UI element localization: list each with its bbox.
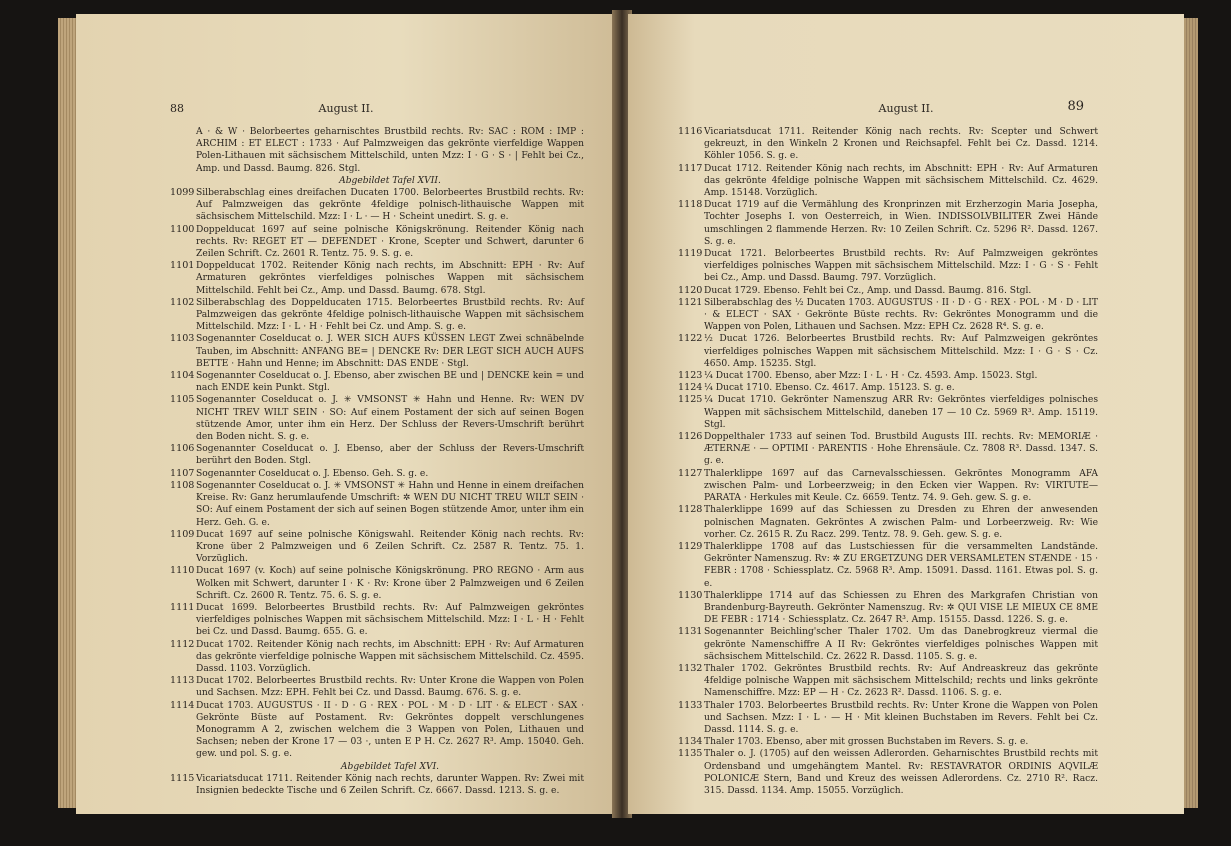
entry-text: Sogenannter Coselducat o. J. ✳ VMSONST ✳ Hahn und Henne. Rv: WEN DV NICHT TREV WILT SEIN · SO: Auf einem Postament der sich auf seinen Bogen stützende Amor, unter ihm ein Herz. Der Schluss der Revers-Umschrift berührt den Boden nicht. S. g. e.: [196, 395, 584, 443]
entry-number: 1105: [170, 394, 195, 406]
catalog-entry: [678, 382, 1098, 394]
catalog-entry: [170, 333, 584, 370]
right-page: [628, 14, 1184, 814]
entry-text: Thalerklippe 1708 auf das Lustschiessen für die versammelten Landstände. Gekrönter Namenszug. Rv: ✲ ZU ERGETZUNG DER VERSAMLETEN STÆNDE · 15 · FEBR : 1708 · Schiessplatz. Cz. 5968 R³. Amp. 15091. Dassd. 1161. Etwas pol. S. g. e.: [704, 541, 1098, 589]
entry-number: 1114: [170, 699, 195, 711]
catalog-entry: [678, 333, 1098, 370]
entry-text: Sogenannter Coselducat o. J. Ebenso, aber zwischen BE und | DENCKE kein = und nach ENDE kein Punkt. Stgl.: [196, 371, 584, 394]
right-page-body: [678, 126, 1098, 797]
entry-number: 1119: [678, 248, 703, 260]
catalog-entry: [678, 126, 1098, 163]
catalog-entry: [678, 199, 1098, 248]
entry-text: Ducat 1702. Belorbeertes Brustbild rechts. Rv: Unter Krone die Wappen von Polen und Sachsen. Mzz: EPH. Fehlt bei Cz. und Dassd. Baumg. 676. S. g. e.: [196, 676, 584, 699]
entry-number: 1099: [170, 187, 195, 199]
entry-text: Thaler 1703. Belorbeertes Brustbild rechts. Rv: Unter Krone die Wappen von Polen und Sachsen. Mzz: I · L · — H · Mit kleinen Buchstaben im Revers. Fehlt bei Cz. Dassd. 1114. S. g. e.: [704, 700, 1098, 735]
left-page: [76, 14, 616, 814]
entry-text: Ducat 1697 auf seine polnische Königswahl. Reitender König nach rechts. Rv: Krone über 2 Palmzweigen und 6 Zeilen Schrift. Cz. 2587 R. Tentz. 75. 1. Vorzüglich.: [196, 529, 584, 565]
right-running-title: August II.: [878, 102, 934, 115]
catalog-entry: [678, 590, 1098, 627]
left-running-title: August II.: [318, 102, 374, 115]
entry-text: Ducat 1697 (v. Koch) auf seine polnische Königskrönung. PRO REGNO · Arm aus Wolken mit Schwert, darunter I · K · Rv: Krone über 2 Palmzweigen und 6 Zeilen Schrift. Cz. 2600 R. Tentz. 75. 6. S. g. e.: [196, 566, 584, 601]
continued-entry: A · & W · Belorbeertes geharnischtes Brustbild rechts. Rv: SAC : ROM : IMP : ARCHIM : ET ELECT : 1733 · Auf Palmzweigen das gekrönte vierfeldige Wappen Polen-Lithauen mit sächsischem Mittelschild, unten Mzz: I · G · S · | Fehlt bei Cz., Amp. und Dassd. Baumg. 826. Stgl.: [196, 127, 584, 174]
entry-number: 1128: [678, 504, 703, 516]
catalog-entry: [170, 565, 584, 602]
entry-number: 1115: [170, 772, 195, 784]
entry-text: Thaler 1702. Gekröntes Brustbild rechts. Rv: Auf Andreaskreuz das gekrönte 4feldige polnische Wappen mit sächsischem Mittelschild; rechts und links gekrönte Namenschiffre. Mzz: EP — H · Cz. 2623 R². Dassd. 1106. S. g. e.: [704, 663, 1098, 699]
entry-text: ¼ Ducat 1710. Ebenso. Cz. 4617. Amp. 15123. S. g. e.: [704, 383, 955, 394]
entry-number: 1133: [678, 699, 703, 711]
entry-number: 1116: [678, 126, 703, 137]
entry-text: ¼ Ducat 1700. Ebenso, aber Mzz: I · L · H · Cz. 4593. Amp. 15023. Stgl.: [704, 371, 1038, 382]
right-page-edges: [1184, 18, 1198, 808]
entry-number: 1102: [170, 296, 195, 308]
catalog-entry: [170, 602, 584, 639]
catalog-entry: [678, 370, 1098, 382]
entry-text: Thalerklippe 1697 auf das Carnevalsschiessen. Gekröntes Monogramm AFA zwischen Palm- und Lorbeerzweig; in den Ecken vier Wappen. Rv: VIRTUTE—PARATA · Herkules mit Keule. Cz. 6659. Tentz. 74. 9. Geh. gew. S. g. e.: [704, 468, 1098, 504]
entry-number: 1106: [170, 443, 195, 455]
entry-number: 1125: [678, 394, 703, 406]
entry-number: 1124: [678, 382, 703, 394]
entry-text: Sogenannter Coselducat o. J. WER SICH AUFS KÜSSEN LEGT Zwei schnäbelnde Tauben, im Abschnitt: ANFANG BE= | DENCKE Rv: DER LEGT SICH AUCH AUFS BETTE · Hahn und Henne; im Abschnitt: DAS ENDE · Stgl.: [196, 334, 584, 369]
right-page-number: 89: [1067, 99, 1084, 114]
left-page-body: [170, 126, 584, 797]
entry-text: Thaler o. J. (1705) auf den weissen Adlerorden. Geharnischtes Brustbild rechts mit Ordensband und umgehängtem Mantel. Rv: RESTAVRATOR ORDINIS AQVILÆ POLONICÆ Stern, Band und Kreuz des weissen Adlerordens. Cz. 2710 R². Racz. 315. Dassd. 1134. Amp. 15055. Vorzüglich.: [704, 749, 1098, 796]
entry-text: Ducat 1702. Reitender König nach rechts, im Abschnitt: EPH · Rv: Auf Armaturen das gekrönte vierfeldige polnische Wappen mit sächsischem Mittelschild. Cz. 4595. Dassd. 1103. Vorzüglich.: [196, 639, 584, 674]
catalog-entry: [678, 431, 1098, 468]
entry-number: 1101: [170, 260, 195, 272]
entry-number: 1103: [170, 333, 195, 345]
right-running-head: [628, 99, 1184, 118]
catalog-entry: [678, 736, 1098, 748]
entry-number: 1120: [678, 284, 703, 296]
entry-text: Doppelducat 1697 auf seine polnische Königskrönung. Reitender König nach rechts. Rv: REGET ET — DEFENDET · Krone, Scepter und Schwert, darunter 6 Zeilen Schrift. Cz. 2601 R. Tentz. 75. 9. S. g. e.: [196, 224, 584, 260]
entry-number: 1113: [170, 675, 195, 687]
entry-number: 1121: [678, 296, 703, 308]
entry-text: Doppelthaler 1733 auf seinen Tod. Brustbild Augusts III. rechts. Rv: MEMORIÆ · ÆTERNÆ · — OPTIMI · PARENTIS · Hohe Ehrensäule. Cz. 7808 R³. Dassd. 1347. S. g. e.: [704, 432, 1098, 467]
catalog-entry: [170, 639, 584, 676]
left-page-edges: [58, 18, 76, 808]
catalog-entry: [678, 468, 1098, 505]
entry-number: 1132: [678, 662, 703, 674]
plate-caption-2: Abgebildet Tafel XVI.: [340, 761, 440, 772]
left-page-number: 88: [170, 102, 184, 115]
catalog-entry: [678, 626, 1098, 663]
entry-text: Vicariatsducat 1711. Reitender König nach rechts, darunter Wappen. Rv: Zwei mit Insignien bedeckte Tische und 6 Zeilen Schrift. Cz. 6667. Dassd. 1213. S. g. e.: [196, 773, 584, 796]
catalog-entry: [678, 504, 1098, 541]
entry-text: Thalerklippe 1714 auf das Schiessen zu Ehren des Markgrafen Christian von Brandenburg-Bayreuth. Gekrönter Namenszug. Rv: ✲ QUI VISE LE MIEUX CE 8ME DE FEBR : 1714 · Schiessplatz. Cz. 2647 R³. Amp. 15155. Dassd. 1226. S. g. e.: [704, 590, 1098, 626]
entry-number: 1131: [678, 626, 703, 638]
entry-text: Ducat 1712. Reitender König nach rechts, im Abschnitt: EPH · Rv: Auf Armaturen das gekrönte 4feldige polnische Wappen mit sächsischem Mittelschild. Cz. 4629. Amp. 15148. Vorzüglich.: [704, 163, 1098, 199]
entry-text: Ducat 1721. Belorbeertes Brustbild rechts. Rv: Auf Palmzweigen gekröntes vierfeldiges polnisches Wappen mit sächsischem Mittelschild. Mzz: I · G · S · Fehlt bei Cz., Amp. und Dassd. Baumg. 797. Vorzüglich.: [704, 249, 1098, 284]
entry-text: Doppelducat 1702. Reitender König nach rechts, im Abschnitt: EPH · Rv: Auf Armaturen gekröntes vierfeldiges polnisches Wappen mit sächsischem Mittelschild. Fehlt bei Cz., Amp. und Dassd. Baumg. 678. Stgl.: [196, 261, 584, 296]
entry-text: Ducat 1699. Belorbeertes Brustbild rechts. Rv: Auf Palmzweigen gekröntes vierfeldiges polnisches Wappen mit sächsischem Mittelschild. Mzz: I · L · H · Fehlt bei Cz. und Dassd. Baumg. 655. G. e.: [196, 602, 584, 638]
catalog-entry: [170, 675, 584, 699]
entry-number: 1118: [678, 199, 703, 211]
entry-number: 1110: [170, 565, 195, 577]
entry-text: Vicariatsducat 1711. Reitender König nach rechts. Rv: Scepter und Schwert gekreuzt, in den Winkeln 2 Kronen und Reichsapfel. Fehlt bei Cz. Dassd. 1214. Köhler 1056. S. g. e.: [704, 127, 1098, 162]
catalog-entry: [170, 529, 584, 566]
entry-number: 1100: [170, 223, 195, 235]
catalog-entry: [170, 394, 584, 443]
catalog-entry: [170, 443, 584, 467]
entry-number: 1122: [678, 333, 703, 345]
catalog-entry: [170, 224, 584, 261]
catalog-entry: [170, 480, 584, 529]
entry-number: 1108: [170, 479, 195, 491]
entry-text: Ducat 1719 auf die Vermählung des Kronprinzen mit Erzherzogin Maria Josepha, Tochter Josephs I. von Oesterreich, in Wien. INDISSOLVBILITER Zwei Hände umschlingen 2 flammende Herzen. Rv: 10 Zeilen Schrift. Cz. 5296 R². Dassd. 1267. S. g. e.: [704, 200, 1098, 247]
catalog-entry: [678, 541, 1098, 590]
entry-number: 1107: [170, 467, 195, 479]
catalog-entry: [678, 663, 1098, 700]
left-entries: [170, 187, 584, 761]
entry-text: Ducat 1729. Ebenso. Fehlt bei Cz., Amp. und Dassd. Baumg. 816. Stgl.: [704, 285, 1032, 296]
entry-number: 1130: [678, 589, 703, 601]
entry-text: Thaler 1703. Ebenso, aber mit grossen Buchstaben im Revers. S. g. e.: [704, 737, 1029, 748]
entry-text: ½ Ducat 1726. Belorbeertes Brustbild rechts. Rv: Auf Palmzweigen gekröntes vierfeldiges polnisches Wappen mit sächsischem Mittelschild. Mzz: I · G · S · Cz. 4650. Amp. 15235. Stgl.: [704, 334, 1098, 369]
entry-number: 1112: [170, 638, 195, 650]
catalog-entry: [678, 394, 1098, 431]
entry-number: 1111: [170, 601, 195, 613]
left-running-head: [76, 102, 616, 118]
entry-text: ¼ Ducat 1710. Gekrönter Namenszug ARR Rv: Gekröntes vierfeldiges polnisches Wappen mit sächsischem Mittelschild, daneben 17 — 10 Cz. 5969 R³. Amp. 15119. Stgl.: [704, 395, 1098, 430]
entry-number: 1109: [170, 528, 195, 540]
entry-number: 1126: [678, 431, 703, 443]
plate-caption: Abgebildet Tafel XVII.: [339, 175, 441, 186]
entry-text: Sogenannter Coselducat o. J. Ebenso, aber der Schluss der Revers-Umschrift berührt den Boden. Stgl.: [196, 444, 584, 467]
catalog-entry: [678, 285, 1098, 297]
catalog-entry: [170, 187, 584, 224]
entry-number: 1117: [678, 162, 703, 174]
catalog-entry: [678, 297, 1098, 334]
entry-text: Sogenannter Beichling'scher Thaler 1702. Um das Danebrogkreuz viermal die gekrönte Namenschiffre A II Rv: Gekröntes vierfeldiges polnisches Wappen mit sächsischem Mittelschild. Cz. 2622 R. Dassd. 1105. S. g. e.: [704, 627, 1098, 662]
entry-number: 1127: [678, 467, 703, 479]
catalog-entry: [678, 248, 1098, 285]
entry-text: Silberabschlag des ½ Ducaten 1703. AUGUSTUS · II · D · G · REX · POL · M · D · LIT · & ELECT · SAX · Gekrönte Büste rechts. Rv: Gekröntes Monogramm und die Wappen von Polen, Lithauen und Sachsen. Mzz: EPH Cz. 2628 R⁴. S. g. e.: [704, 297, 1098, 333]
catalog-entry: [170, 468, 584, 480]
catalog-entry: [170, 297, 584, 334]
entry-number: 1134: [678, 736, 703, 748]
catalog-entry: [170, 700, 584, 761]
catalog-entry: [170, 370, 584, 394]
entry-number: 1123: [678, 370, 703, 382]
entry-text: Ducat 1703. AUGUSTUS · II · D · G · REX · POL · M · D · LIT · & ELECT · SAX · Gekrönte Büste auf Postament. Rv: Gekröntes doppelt verschlungenes Monogramm A 2, zwischen welchem die 3 Wappen von Polen, Lithauen und Sachsen; neben der Krone 17 — 03 ·, unten E P H. Cz. 2627 R³. Amp. 15040. Geh. gew. und pol. S. g. e.: [196, 700, 584, 760]
catalog-entry: [678, 700, 1098, 737]
right-entries: [678, 126, 1098, 797]
entry-text: Sogenannter Coselducat o. J. Ebenso. Geh. S. g. e.: [196, 468, 429, 479]
entry-text: Thalerklippe 1699 auf das Schiessen zu Dresden zu Ehren der anwesenden polnischen Magnaten. Gekröntes A zwischen Palm- und Lorbeerzweig. Rv: Wie vorher. Cz. 2615 R. Zu Racz. 299. Tentz. 78. 9. Geh. gew. S. g. e.: [704, 505, 1098, 540]
catalog-entry: [170, 773, 584, 797]
catalog-entry: [678, 163, 1098, 200]
catalog-entry: [170, 260, 584, 297]
catalog-entry: [678, 748, 1098, 797]
entry-text: Silberabschlag eines dreifachen Ducaten 1700. Belorbeertes Brustbild rechts. Rv: Auf Palmzweigen das gekrönte 4feldige polnisch-lithauische Wappen mit sächsischem Mittelschild. Mzz: I · L · — H · Scheint unedirt. S. g. e.: [196, 188, 584, 223]
entry-number: 1129: [678, 540, 703, 552]
entry-number: 1104: [170, 370, 195, 382]
entry-text: Silberabschlag des Doppelducaten 1715. Belorbeertes Brustbild rechts. Rv: Auf Palmzweigen das gekrönte 4feldige polnisch-lithauische Wappen mit sächsischem Mittelschild. Mzz: I · L · H · Fehlt bei Cz. und Amp. S. g. e.: [196, 297, 584, 333]
entry-number: 1135: [678, 748, 703, 760]
entry-text: Sogenannter Coselducat o. J. ✳ VMSONST ✳ Hahn und Henne in einem dreifachen Kreise. Rv: Ganz herumlaufende Umschrift: ✲ WEN DU NICHT TREU WILT SEIN · SO: Auf einem Postament der sich auf seinen Bogen stützende Amor, unter ihm ein Herz. Geh. G. e.: [196, 480, 584, 528]
